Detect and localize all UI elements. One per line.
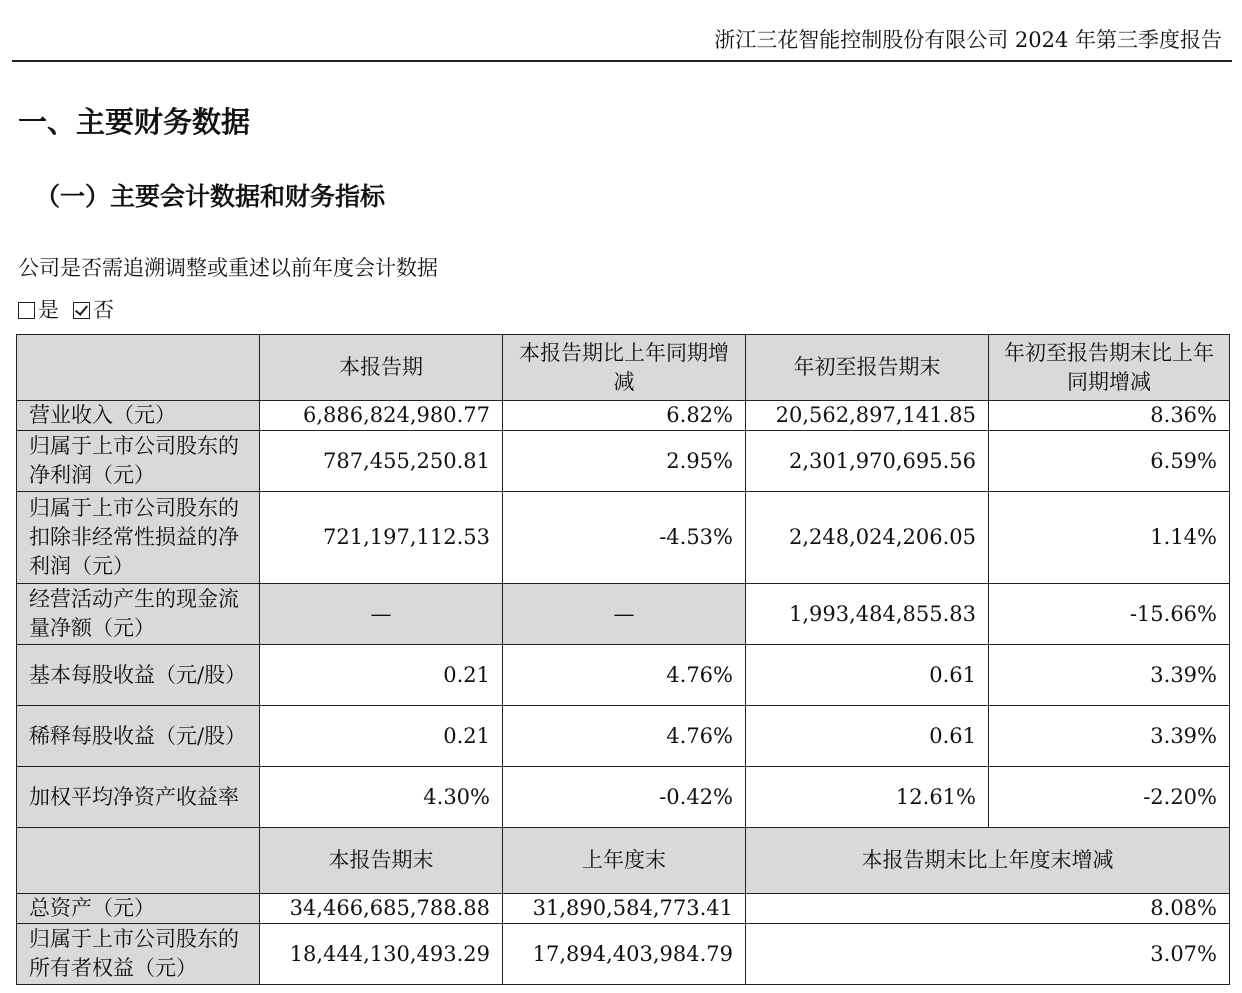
table2-header-blank [17, 828, 260, 894]
row-label: 归属于上市公司股东的扣除非经常性损益的净利润（元） [17, 492, 260, 584]
table-row [17, 767, 1230, 828]
col-header-prior-year-end: 上年度末 [503, 828, 746, 894]
row-label: 总资产（元） [17, 894, 260, 924]
cell-value: 0.21 [260, 706, 503, 767]
subsection-title [18, 177, 385, 213]
table-row [17, 584, 1230, 645]
checkbox-yes-icon[interactable] [18, 302, 35, 319]
cell-value: 787,455,250.81 [260, 431, 503, 492]
cell-value: -15.66% [989, 584, 1230, 645]
row-label: 基本每股收益（元/股） [17, 645, 260, 706]
row-label: 营业收入（元） [17, 401, 260, 431]
table1-header-blank [17, 335, 260, 401]
cell-value: 17,894,403,984.79 [503, 924, 746, 985]
cell-value: 2,301,970,695.56 [746, 431, 989, 492]
cell-value: 4.30% [260, 767, 503, 828]
financial-table [16, 334, 1230, 985]
cell-value: 3.07% [746, 924, 1230, 985]
col-header-ytd-change: 年初至报告期末比上年同期增减 [989, 335, 1230, 401]
cell-value: 2.95% [503, 431, 746, 492]
option-yes-label: 是 [38, 298, 59, 322]
cell-value: 18,444,130,493.29 [260, 924, 503, 985]
report-title: 浙江三花智能控制股份有限公司 2024 年第三季度报告 [714, 28, 1222, 52]
row-label: 归属于上市公司股东的所有者权益（元） [17, 924, 260, 985]
table-row [17, 894, 1230, 924]
cell-value: 4.76% [503, 645, 746, 706]
cell-value: 12.61% [746, 767, 989, 828]
cell-value: 3.39% [989, 706, 1230, 767]
col-header-current-period-change: 本报告期比上年同期增减 [503, 335, 746, 401]
col-header-period-end: 本报告期末 [260, 828, 503, 894]
col-header-current-period: 本报告期 [260, 335, 503, 401]
table-row [17, 645, 1230, 706]
table2-header-row [17, 828, 1230, 894]
cell-value: 6.59% [989, 431, 1230, 492]
subsection-label: 主要会计数据和财务指标 [110, 182, 386, 211]
cell-value: 0.21 [260, 645, 503, 706]
cell-value-na: — [260, 584, 503, 645]
cell-value: 34,466,685,788.88 [260, 894, 503, 924]
restate-question: 公司是否需追溯调整或重述以前年度会计数据 [18, 256, 438, 280]
row-label: 加权平均净资产收益率 [17, 767, 260, 828]
row-label: 归属于上市公司股东的净利润（元） [17, 431, 260, 492]
option-no[interactable] [73, 294, 114, 324]
cell-value: 1.14% [989, 492, 1230, 584]
row-label: 经营活动产生的现金流量净额（元） [17, 584, 260, 645]
cell-value: 3.39% [989, 645, 1230, 706]
cell-value: 0.61 [746, 645, 989, 706]
cell-value: 1,993,484,855.83 [746, 584, 989, 645]
checkbox-no-checked-icon[interactable] [73, 302, 90, 319]
cell-value: 6,886,824,980.77 [260, 401, 503, 431]
cell-value: 4.76% [503, 706, 746, 767]
cell-value-na: — [503, 584, 746, 645]
cell-value: 721,197,112.53 [260, 492, 503, 584]
cell-value: 6.82% [503, 401, 746, 431]
restate-options [18, 294, 128, 324]
cell-value: 8.36% [989, 401, 1230, 431]
table1-header-row [17, 335, 1230, 401]
cell-value: -4.53% [503, 492, 746, 584]
cell-value: 20,562,897,141.85 [746, 401, 989, 431]
table-row [17, 401, 1230, 431]
page-header [12, 0, 1232, 62]
table-row [17, 431, 1230, 492]
cell-value: 8.08% [746, 894, 1230, 924]
cell-value: -0.42% [503, 767, 746, 828]
col-header-period-end-change: 本报告期末比上年度末增减 [746, 828, 1230, 894]
cell-value: 31,890,584,773.41 [503, 894, 746, 924]
table-row [17, 924, 1230, 985]
subsection-number: （一） [34, 182, 110, 211]
table-row [17, 706, 1230, 767]
cell-value: -2.20% [989, 767, 1230, 828]
cell-value: 2,248,024,206.05 [746, 492, 989, 584]
option-yes[interactable] [18, 294, 59, 324]
option-no-label: 否 [93, 298, 114, 322]
cell-value: 0.61 [746, 706, 989, 767]
section-title: 一、主要财务数据 [18, 105, 251, 139]
col-header-ytd: 年初至报告期末 [746, 335, 989, 401]
row-label: 稀释每股收益（元/股） [17, 706, 260, 767]
table-row [17, 492, 1230, 584]
